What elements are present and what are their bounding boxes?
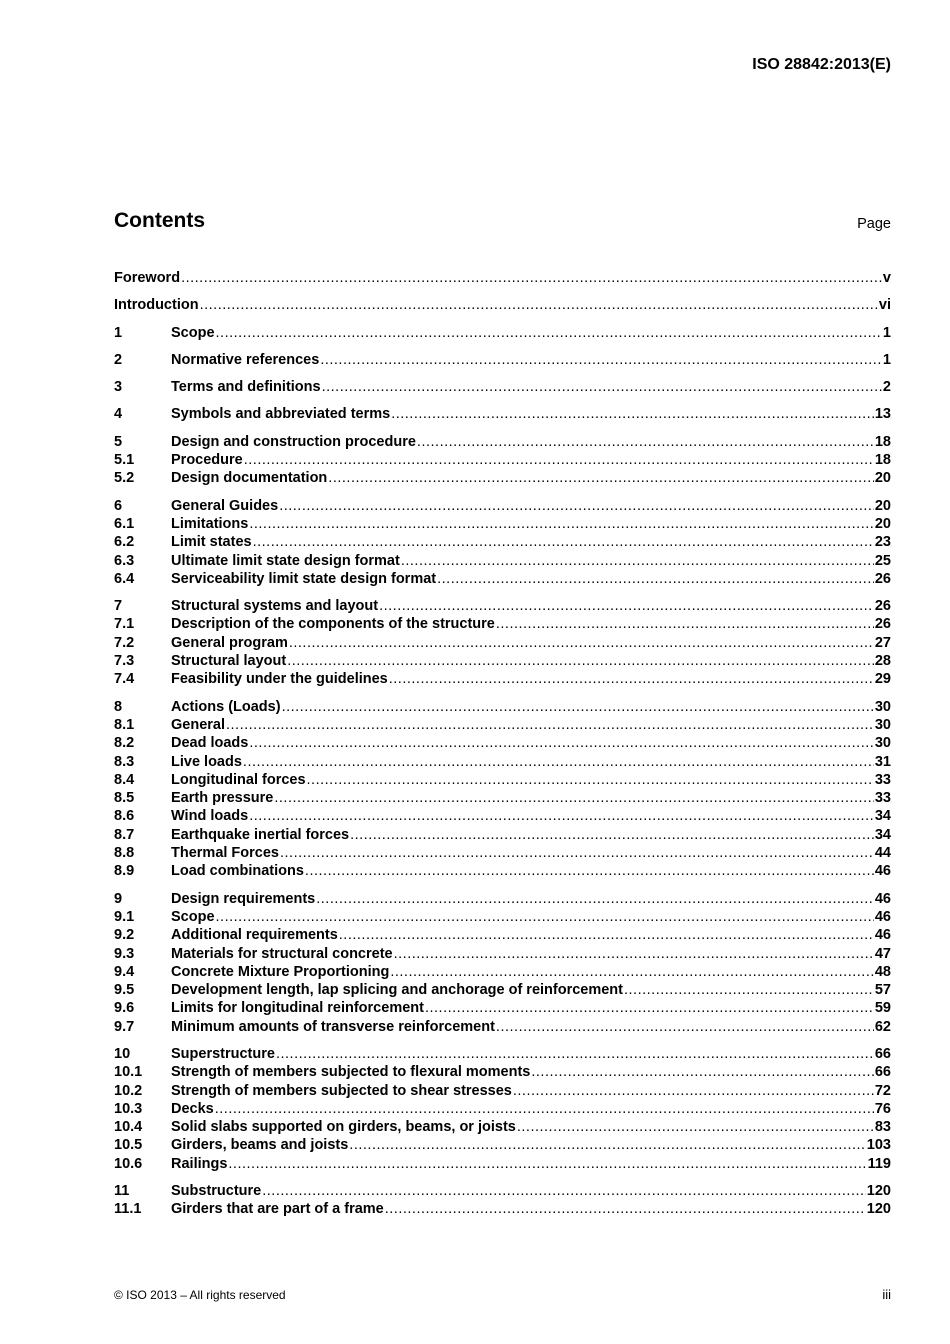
toc-dot-leader (200, 296, 878, 314)
toc-entry-title: Design and construction procedure (171, 433, 416, 450)
toc-entry-number: 9.3 (114, 945, 135, 962)
toc-entry[interactable] (114, 1045, 891, 1063)
toc-entry-title: Terms and definitions (171, 379, 321, 396)
toc-entry-title: Normative references (171, 351, 320, 368)
toc-entry[interactable] (114, 734, 891, 752)
toc-entry-title: Strength of members subjected to shear stresses (171, 1082, 512, 1099)
toc-entry-page: 25 (874, 552, 891, 569)
toc-entry-page: 29 (874, 671, 891, 688)
toc-entry[interactable] (114, 497, 891, 515)
toc-entry-number: 10.3 (114, 1100, 143, 1117)
toc-dot-leader (385, 1200, 866, 1218)
toc-group (114, 597, 891, 688)
toc-entry-title: Live loads (171, 753, 242, 770)
toc-entry-page: 33 (874, 771, 891, 788)
toc-entry-number: 9.7 (114, 1018, 135, 1035)
toc-entry-number: 8.7 (114, 826, 135, 843)
toc-entry[interactable] (114, 1082, 891, 1100)
toc-entry[interactable] (114, 296, 891, 314)
toc-dot-leader (496, 1018, 874, 1036)
toc-entry-page: 33 (874, 790, 891, 807)
toc-entry-title: Serviceability limit state design format (171, 570, 437, 587)
toc-entry[interactable] (114, 1182, 891, 1200)
toc-dot-leader (244, 451, 874, 469)
toc-entry[interactable] (114, 926, 891, 944)
toc-entry-page: 57 (874, 982, 891, 999)
toc-entry-title: General Guides (171, 497, 279, 514)
toc-entry-number: 7.4 (114, 671, 135, 688)
toc-entry-number: 4 (114, 406, 123, 423)
toc-dot-leader (274, 789, 874, 807)
toc-entry-title: Earth pressure (171, 790, 274, 807)
toc-dot-leader (339, 926, 874, 944)
toc-group (114, 296, 891, 314)
toc-entry-page: 20 (874, 497, 891, 514)
toc-entry-page: 13 (874, 406, 891, 423)
toc-entry-page: 34 (874, 808, 891, 825)
toc-entry-number: 5 (114, 433, 123, 450)
toc-entry-page: 119 (867, 1155, 891, 1172)
toc-entry-page: 76 (874, 1100, 891, 1117)
toc-entry-title: Symbols and abbreviated terms (171, 406, 391, 423)
toc-entry-page: 18 (874, 452, 891, 469)
toc-entry[interactable] (114, 963, 891, 981)
toc-entry-title: Girders that are part of a frame (171, 1201, 384, 1218)
toc-entry-title: Structural systems and layout (171, 598, 379, 615)
toc-entry-title: Decks (171, 1100, 214, 1117)
toc-entry-page: 26 (874, 616, 891, 633)
toc-entry-number: 5.1 (114, 452, 135, 469)
toc-entry[interactable] (114, 1100, 891, 1118)
toc-entry-number: 8.6 (114, 808, 135, 825)
toc-entry[interactable] (114, 1018, 891, 1036)
toc-entry-number: 9.5 (114, 982, 135, 999)
toc-entry-page: 1 (882, 351, 891, 368)
toc-group (114, 1182, 891, 1219)
toc-entry[interactable] (114, 698, 891, 716)
toc-dot-leader (305, 862, 874, 880)
toc-entry-page: 30 (874, 716, 891, 733)
toc-entry-page: 20 (874, 470, 891, 487)
toc-dot-leader (401, 552, 874, 570)
toc-entry-number: 7.2 (114, 634, 135, 651)
toc-entry-title: Actions (Loads) (171, 698, 281, 715)
toc-dot-leader (243, 753, 874, 771)
toc-entry[interactable] (114, 269, 891, 287)
toc-dot-leader (249, 807, 874, 825)
toc-entry-number: 7 (114, 598, 123, 615)
toc-entry-page: 1 (882, 324, 891, 341)
toc-group (114, 405, 891, 423)
toc-entry-page: 27 (874, 634, 891, 651)
toc-entry-page: 20 (874, 515, 891, 532)
toc-entry-page: 46 (874, 863, 891, 880)
toc-entry-page: 103 (866, 1137, 891, 1154)
toc-entry[interactable] (114, 1200, 891, 1218)
toc-entry[interactable] (114, 670, 891, 688)
toc-dot-leader (624, 981, 874, 999)
toc-entry-number: 8.1 (114, 716, 135, 733)
toc-entry-page: 120 (866, 1201, 891, 1218)
toc-entry-title: Solid slabs supported on girders, beams, or joists (171, 1119, 516, 1136)
toc-entry-page: 66 (874, 1064, 891, 1081)
toc-entry-number: 8.5 (114, 790, 135, 807)
toc-entry-page: 62 (874, 1018, 891, 1035)
toc-entry-number: 2 (114, 351, 123, 368)
toc-entry-number: 6.1 (114, 515, 135, 532)
toc-dot-leader (216, 324, 882, 342)
toc-entry-title: Dead loads (171, 735, 249, 752)
toc-dot-leader (181, 269, 882, 287)
toc-entry-page: 30 (874, 698, 891, 715)
toc-dot-leader (249, 734, 874, 752)
toc-entry-page: 30 (874, 735, 891, 752)
toc-dot-leader (391, 405, 874, 423)
toc-entry[interactable] (114, 789, 891, 807)
toc-entry-title: General (171, 716, 225, 733)
toc-dot-leader (531, 1063, 874, 1081)
toc-entry-title: Procedure (171, 452, 243, 469)
toc-entry-page: 46 (874, 908, 891, 925)
toc-entry-number: 10 (114, 1045, 131, 1062)
toc-dot-leader (350, 826, 874, 844)
toc-entry-title: Limits for longitudinal reinforcement (171, 1000, 424, 1017)
toc-entry[interactable] (114, 771, 891, 789)
toc-dot-leader (394, 945, 874, 963)
toc-dot-leader (226, 716, 874, 734)
toc-entry-number: 10.5 (114, 1137, 143, 1154)
toc-entry-number: 8.4 (114, 771, 135, 788)
toc-dot-leader (320, 351, 882, 369)
toc-entry-page: 72 (874, 1082, 891, 1099)
toc-entry-page: 47 (874, 945, 891, 962)
toc-entry-number: 1 (114, 324, 123, 341)
toc-entry-number: 6 (114, 497, 123, 514)
toc-entry-page: 83 (874, 1119, 891, 1136)
toc-dot-leader (425, 999, 874, 1017)
toc-dot-leader (513, 1082, 874, 1100)
page-number: iii (882, 1287, 891, 1302)
toc-entry[interactable] (114, 890, 891, 908)
toc-dot-leader (322, 378, 882, 396)
toc-entry-page: 48 (874, 963, 891, 980)
toc-entry[interactable] (114, 1118, 891, 1136)
page-title: Contents (114, 209, 205, 232)
toc-entry-title: Longitudinal forces (171, 771, 306, 788)
toc-entry-title: Limitations (171, 515, 249, 532)
toc-entry[interactable] (114, 652, 891, 670)
toc-entry[interactable] (114, 570, 891, 588)
toc-entry-title: Minimum amounts of transverse reinforcement (171, 1018, 495, 1035)
toc-entry-number: 6.4 (114, 570, 135, 587)
toc-dot-leader (379, 597, 874, 615)
toc-entry-number: 9.6 (114, 1000, 135, 1017)
toc-entry[interactable] (114, 716, 891, 734)
toc-group (114, 269, 891, 287)
toc-entry[interactable] (114, 1063, 891, 1081)
toc-group (114, 890, 891, 1036)
toc-entry-title: Wind loads (171, 808, 249, 825)
toc-entry-title: Concrete Mixture Proportioning (171, 963, 390, 980)
toc-dot-leader (328, 469, 874, 487)
toc-entry[interactable] (114, 552, 891, 570)
toc-entry-number: 11 (114, 1183, 130, 1200)
toc-entry-page: 28 (874, 653, 891, 670)
toc-entry[interactable] (114, 324, 891, 342)
toc-entry[interactable] (114, 433, 891, 451)
toc-dot-leader (262, 1182, 866, 1200)
toc-entry-page: 59 (874, 1000, 891, 1017)
toc-dot-leader (280, 844, 874, 862)
toc-entry-number: 5.2 (114, 470, 135, 487)
toc-entry-title: Superstructure (171, 1045, 275, 1062)
toc-entry-title: Foreword (114, 270, 181, 286)
toc-entry-page: 120 (866, 1183, 891, 1200)
toc-entry-number: 10.4 (114, 1119, 143, 1136)
toc-dot-leader (437, 570, 874, 588)
toc-entry[interactable] (114, 351, 891, 369)
toc-entry-page: 44 (874, 845, 891, 862)
toc-dot-leader (253, 533, 874, 551)
toc-group (114, 1045, 891, 1173)
toc-entry-title: Development length, lap splicing and anchorage of reinforcement (171, 982, 623, 999)
toc-entry-number: 9.2 (114, 927, 135, 944)
toc-entry[interactable] (114, 862, 891, 880)
toc-entry-title: Earthquake inertial forces (171, 826, 350, 843)
toc-entry[interactable] (114, 405, 891, 423)
toc-group (114, 497, 891, 588)
toc-dot-leader (517, 1118, 874, 1136)
toc-dot-leader (289, 634, 874, 652)
toc-entry-page: 66 (874, 1045, 891, 1062)
toc-entry-number: 11.1 (114, 1201, 142, 1218)
toc-group (114, 378, 891, 396)
toc-entry-page: 2 (882, 379, 891, 396)
toc-dot-leader (349, 1136, 866, 1154)
toc-group (114, 351, 891, 369)
toc-dot-leader (249, 515, 874, 533)
toc-dot-leader (390, 963, 874, 981)
toc-dot-leader (307, 771, 874, 789)
toc-entry-number: 9.4 (114, 963, 135, 980)
toc-entry-page: 23 (874, 534, 891, 551)
toc-entry[interactable] (114, 597, 891, 615)
toc-entry[interactable] (114, 1155, 891, 1173)
toc-entry-page: 46 (874, 890, 891, 907)
toc-group (114, 324, 891, 342)
toc-entry-number: 8.8 (114, 845, 135, 862)
toc-entry[interactable] (114, 999, 891, 1017)
copyright-notice: © ISO 2013 – All rights reserved (114, 1288, 286, 1302)
toc-entry-page: v (882, 270, 891, 286)
toc-entry-title: Load combinations (171, 863, 304, 880)
toc-entry-title: Additional requirements (171, 927, 338, 944)
toc-entry[interactable] (114, 451, 891, 469)
toc-dot-leader (228, 1155, 866, 1173)
toc-entry-title: Description of the components of the structure (171, 616, 495, 633)
toc-entry-title: Feasibility under the guidelines (171, 671, 388, 688)
toc-dot-leader (216, 908, 874, 926)
toc-entry-title: Railings (171, 1155, 228, 1172)
toc-entry-number: 8.3 (114, 753, 135, 770)
toc-entry-number: 7.1 (114, 616, 135, 633)
toc-dot-leader (389, 670, 874, 688)
toc-dot-leader (215, 1100, 874, 1118)
toc-entry[interactable] (114, 634, 891, 652)
toc-entry-title: Design documentation (171, 470, 328, 487)
toc-entry-page: 26 (874, 570, 891, 587)
toc-entry-title: Materials for structural concrete (171, 945, 393, 962)
toc-group (114, 433, 891, 488)
toc-entry-number: 8 (114, 698, 123, 715)
toc-entry-number: 7.3 (114, 653, 135, 670)
toc-entry[interactable] (114, 515, 891, 533)
table-of-contents (114, 269, 891, 1219)
toc-dot-leader (279, 497, 874, 515)
toc-entry-number: 8.2 (114, 735, 135, 752)
toc-entry-page: vi (878, 297, 891, 314)
toc-dot-leader (287, 652, 874, 670)
toc-dot-leader (276, 1045, 874, 1063)
toc-entry[interactable] (114, 908, 891, 926)
toc-entry[interactable] (114, 826, 891, 844)
toc-entry-number: 9 (114, 890, 123, 907)
toc-dot-leader (316, 890, 874, 908)
toc-entry-page: 31 (874, 753, 891, 770)
toc-entry-title: General program (171, 634, 288, 651)
toc-dot-leader (282, 698, 874, 716)
toc-entry-number: 10.6 (114, 1155, 143, 1172)
toc-entry-title: Substructure (171, 1183, 262, 1200)
toc-entry-number: 8.9 (114, 863, 135, 880)
toc-entry-page: 46 (874, 927, 891, 944)
document-identifier: ISO 28842:2013(E) (752, 56, 891, 73)
toc-entry[interactable] (114, 615, 891, 633)
toc-entry-title: Design requirements (171, 890, 316, 907)
toc-entry[interactable] (114, 469, 891, 487)
toc-entry-title: Girders, beams and joists (171, 1137, 349, 1154)
toc-entry-number: 3 (114, 379, 123, 396)
toc-entry-title: Structural layout (171, 653, 287, 670)
toc-entry[interactable] (114, 844, 891, 862)
toc-entry-number: 6.3 (114, 552, 135, 569)
toc-entry[interactable] (114, 981, 891, 999)
toc-entry-title: Scope (171, 324, 215, 341)
toc-entry-page: 26 (874, 598, 891, 615)
toc-entry-number: 10.2 (114, 1082, 143, 1099)
page-column-label: Page (857, 216, 891, 232)
toc-entry[interactable] (114, 378, 891, 396)
toc-entry-title: Scope (171, 908, 215, 925)
toc-entry-title: Limit states (171, 534, 252, 551)
toc-entry[interactable] (114, 1136, 891, 1154)
toc-entry-title: Strength of members subjected to flexural moments (171, 1064, 531, 1081)
toc-entry[interactable] (114, 807, 891, 825)
toc-entry-title: Thermal Forces (171, 845, 279, 862)
toc-group (114, 698, 891, 881)
toc-dot-leader (417, 433, 874, 451)
toc-entry-number: 10.1 (114, 1064, 143, 1081)
toc-entry[interactable] (114, 753, 891, 771)
toc-entry[interactable] (114, 533, 891, 551)
toc-entry-page: 34 (874, 826, 891, 843)
toc-entry-title: Introduction (114, 297, 199, 314)
toc-entry-title: Ultimate limit state design format (171, 552, 400, 569)
toc-entry[interactable] (114, 945, 891, 963)
toc-entry-number: 9.1 (114, 908, 135, 925)
toc-entry-page: 18 (874, 433, 891, 450)
toc-entry-number: 6.2 (114, 534, 135, 551)
toc-dot-leader (496, 615, 874, 633)
